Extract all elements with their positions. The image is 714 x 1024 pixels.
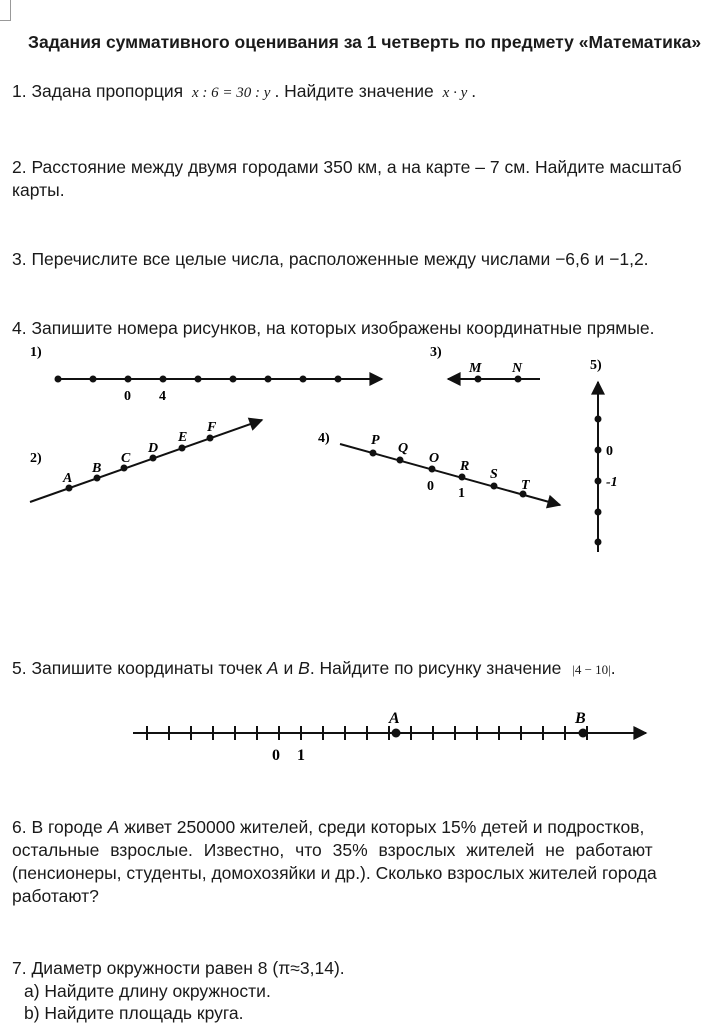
figure-4-label: R [460, 459, 470, 474]
figure-5-point [595, 447, 602, 454]
task-5-end: . [610, 658, 616, 678]
figure-2-label: F [207, 420, 217, 435]
figure-2-label: C [121, 451, 131, 466]
figure-5 [590, 358, 618, 552]
task-1-middle: . Найдите значение [274, 81, 434, 101]
figure-1-label: 4 [159, 389, 166, 404]
figure-2-label: E [178, 430, 188, 445]
figure-4-label: O [429, 451, 440, 466]
task-5-label-a: A [389, 710, 400, 727]
task-5-formula: |4 − 10| [572, 662, 611, 677]
task-5-point-b-dot [579, 729, 588, 738]
figure-5-number: 5) [590, 358, 602, 373]
task-2-line-2: карты. [12, 180, 65, 200]
figure-1-point [230, 376, 237, 383]
figure-5-label: 0 [606, 444, 613, 459]
task-7-text: 7. Диаметр окружности равен 8 (π≈3,14). [12, 958, 345, 978]
figure-2-point [179, 445, 186, 452]
task-1-formula: x : 6 = 30 : y [192, 85, 271, 101]
figure-4-number-label: 1 [458, 486, 465, 501]
figure-2 [30, 420, 262, 502]
task-5-middle: . Найдите по рисунку значение [309, 658, 562, 678]
figure-2-number: 2) [30, 451, 42, 466]
task-2-line-1: 2. Расстояние между двумя городами 350 км, а на карте – 7 см. Найдите масштаб [12, 157, 682, 177]
figure-3 [430, 345, 540, 383]
task-5-label-one: 1 [297, 747, 305, 764]
task-6-line-2: остальные взрослые. Известно, что 35% взрослых жителей не работают [12, 840, 653, 860]
figure-4-point [459, 474, 466, 481]
figure-3-point [475, 376, 482, 383]
task-7-part-b: b) Найдите площадь круга. [24, 1003, 244, 1023]
figure-5-point [595, 416, 602, 423]
task-5-point-b: B [298, 658, 310, 678]
figure-1-point [90, 376, 97, 383]
figure-4-point [429, 466, 436, 473]
task-1-formula-2: x · y [442, 85, 468, 101]
figure-4-number-label: 0 [427, 479, 434, 494]
task-6-line-1a: 6. В городе [12, 817, 103, 837]
figure-4-number: 4) [318, 431, 330, 446]
figure-4-point [370, 450, 377, 457]
figure-3-point [515, 376, 522, 383]
figure-1 [30, 345, 382, 404]
figure-1-point [300, 376, 307, 383]
task-5-number-line [133, 710, 646, 764]
figure-4-label: T [521, 478, 530, 493]
task-6-line-1b: живет 250000 жителей, среди которых 15% детей и подростков, [124, 817, 645, 837]
task-7-part-a: a) Найдите длину окружности. [24, 981, 271, 1001]
figure-1-point [160, 376, 167, 383]
task-5-label-zero: 0 [272, 747, 280, 764]
task-5-point-a: A [266, 658, 279, 678]
figure-3-number: 3) [430, 345, 442, 360]
figure-3-label: M [469, 361, 482, 376]
task-3-text: 3. Перечислите все целые числа, расположенные между числами −6,6 и −1,2. [12, 249, 649, 269]
figure-2-label: A [63, 471, 73, 486]
task-5-ticks [147, 726, 587, 740]
figure-4-point [491, 483, 498, 490]
task-6-line-3: (пенсионеры, студенты, домохозяйки и др.). Сколько взрослых жителей города [12, 863, 657, 883]
figure-1-point [125, 376, 132, 383]
task-1-end: . [471, 81, 477, 101]
task-5-and: и [283, 658, 294, 678]
figure-1-point [335, 376, 342, 383]
task-4-text: 4. Запишите номера рисунков, на которых изображены координатные прямые. [12, 318, 655, 338]
figure-2-label: B [92, 461, 102, 476]
figure-4 [318, 431, 560, 505]
figure-2-label: D [148, 441, 159, 456]
task-6-line-4: работают? [12, 886, 99, 906]
figure-3-label: N [512, 361, 523, 376]
task-5-point-a-dot [392, 729, 401, 738]
figure-4-label: P [371, 433, 380, 448]
figure-1-number: 1) [30, 345, 42, 360]
figure-1-label: 0 [124, 389, 131, 404]
figure-5-label: -1 [606, 475, 618, 490]
figure-5-point [595, 539, 602, 546]
task-5-prefix: 5. Запишите координаты точек [12, 658, 263, 678]
figure-1-point [265, 376, 272, 383]
figure-4-label: S [490, 467, 498, 482]
task-5-label-b: B [575, 710, 586, 727]
figure-2-line [30, 420, 262, 502]
figure-4-label: Q [398, 441, 409, 456]
figure-5-point [595, 478, 602, 485]
task-6-city: A [107, 817, 120, 837]
figure-1-point [55, 376, 62, 383]
task-1-text: 1. Задана пропорция [12, 81, 184, 101]
figure-5-point [595, 509, 602, 516]
figure-4-point [397, 457, 404, 464]
figure-1-point [195, 376, 202, 383]
page-title: Задания суммативного оценивания за 1 четверть по предмету «Математика» [28, 32, 702, 52]
figure-2-point [207, 435, 214, 442]
